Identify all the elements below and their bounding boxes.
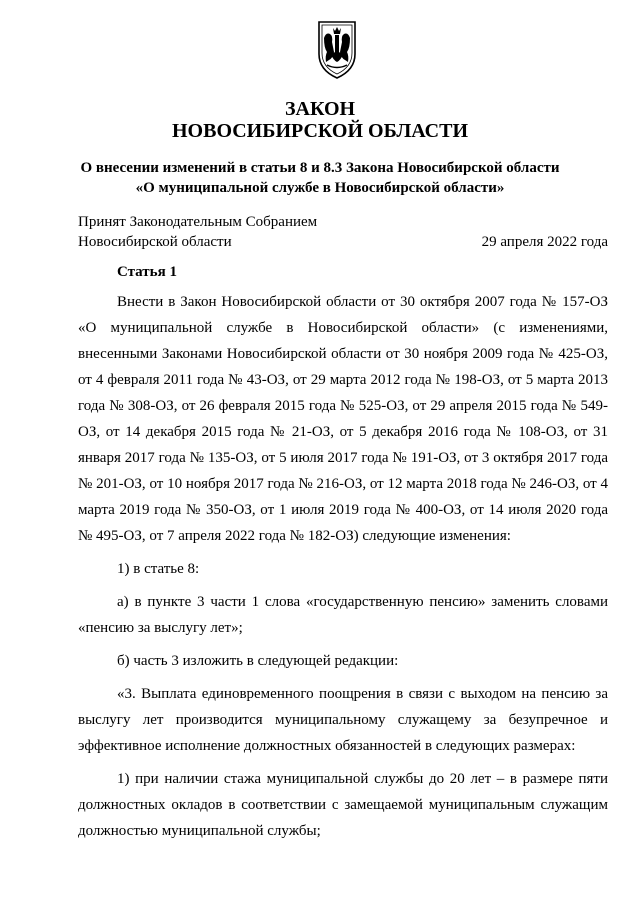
adopted-by-line2: Новосибирской области	[78, 234, 232, 250]
paragraph: а) в пункте 3 части 1 слова «государственную пенсию» заменить словами «пенсию за выслугу лет»;	[78, 594, 608, 636]
coat-of-arms-icon	[313, 18, 361, 80]
paragraph: «3. Выплата единовременного поощрения в связи с выходом на пенсию за выслугу лет производится муниципальному служащему за безупречное и эффективное исполнение должностных обязанностей в следующих размерах:	[78, 686, 608, 754]
adopted-by-line1: Принят Законодательным Собранием	[78, 214, 318, 230]
article-body	[78, 289, 608, 851]
paragraph: 1) при наличии стажа муниципальной службы до 20 лет – в размере пяти должностных окладов в соответствии с замещаемой муниципальным служащим должностью муниципальной службы;	[78, 771, 608, 839]
adoption-block	[78, 212, 608, 252]
law-subtitle-line2: «О муниципальной службе в Новосибирской области»	[135, 180, 505, 196]
paragraph: б) часть 3 изложить в следующей редакции:	[117, 653, 399, 669]
adopted-row	[78, 232, 608, 252]
article-heading: Статья 1	[117, 264, 177, 280]
law-subtitle	[40, 158, 600, 198]
paragraph: Внести в Закон Новосибирской области от 30 октября 2007 года № 157-ОЗ «О муниципальной службе в Новосибирской области» (с изменениями, внесенными Законами Новосибирской области от 30 ноября 2009 года № 425-ОЗ, от 4 февраля 2011 года № 43-ОЗ, от 29 марта 2012 года № 198-ОЗ, от 5 марта 2013 года № 308-ОЗ, от 26 февраля 2015 года № 525-ОЗ, от 29 апреля 2015 года № 549-ОЗ, от 14 декабря 2015 года № 21-ОЗ, от 5 декабря 2016 года № 108-ОЗ, от 31 января 2017 года № 135-ОЗ, от 5 июля 2017 года № 191-ОЗ, от 3 октября 2017 года № 201-ОЗ, от 10 ноября 2017 года № 216-ОЗ, от 12 марта 2018 года № 246-ОЗ, от 4 марта 2019 года № 350-ОЗ, от 1 июля 2019 года № 400-ОЗ, от 14 июля 2020 года № 495-ОЗ, от 7 апреля 2022 года № 182-ОЗ) следующие изменения:	[78, 294, 608, 544]
adoption-date: 29 апреля 2022 года	[481, 234, 608, 250]
law-subtitle-line1: О внесении изменений в статьи 8 и 8.3 Закона Новосибирской области	[80, 160, 560, 176]
law-title	[0, 98, 640, 142]
law-title-line1: ЗАКОН	[284, 98, 356, 120]
law-title-line2: НОВОСИБИРСКОЙ ОБЛАСТИ	[171, 120, 469, 142]
paragraph: 1) в статье 8:	[117, 561, 200, 577]
